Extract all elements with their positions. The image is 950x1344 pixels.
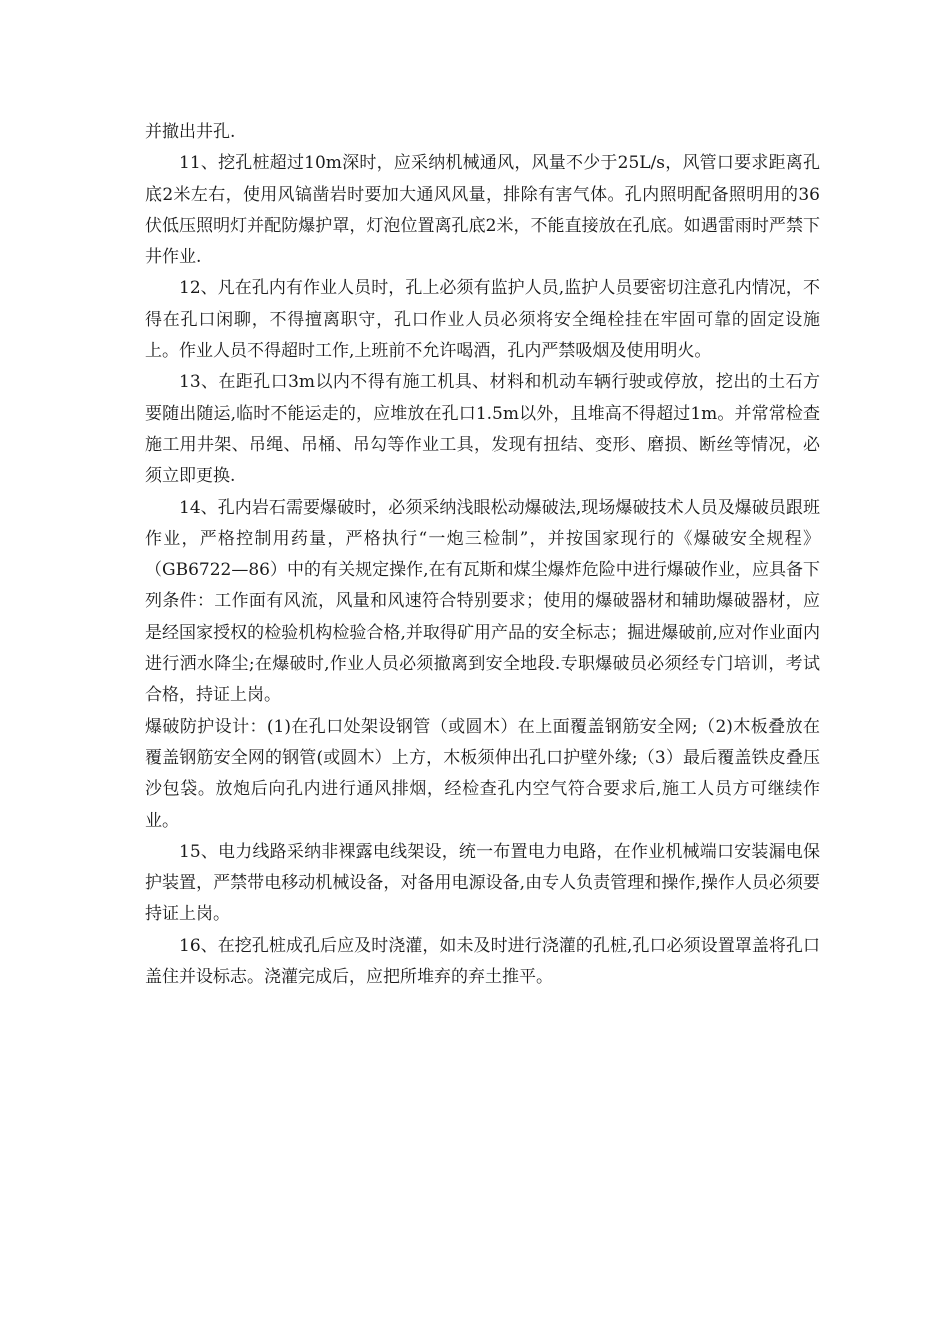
paragraph-item-13: 13、在距孔口3m以内不得有施工机具、材料和机动车辆行驶或停放，挖出的土石方要随出随运,临时不能运走的，应堆放在孔口1.5m以外，且堆高不得超过1m。并常常检查施工用井架、吊绳、吊桶、吊勾等作业工具，发现有扭结、变形、磨损、断丝等情况，必须立即更换.: [145, 372, 820, 487]
paragraph-blast-protection: 爆破防护设计：(1)在孔口处架设钢管（或圆木）在上面覆盖钢筋安全网;（2)木板叠放在覆盖钢筋安全网的钢管(或圆木）上方，木板须伸出孔口护壁外缘;（3）最后覆盖铁皮叠压沙包袋。放炮后向孔内进行通风排烟，经检查孔内空气符合要求后,施工人员方可继续作业。: [145, 716, 820, 831]
paragraph-continuation: 并撤出井孔.: [145, 122, 236, 142]
paragraph-item-16: 16、在挖孔桩成孔后应及时浇灌，如未及时进行浇灌的孔桩,孔口必须设置罩盖将孔口盖住并设标志。浇灌完成后，应把所堆弃的弃土推平。: [145, 935, 820, 988]
document-body: [145, 117, 820, 993]
paragraph-item-15: 15、电力线路采纳非裸露电线架设，统一布置电力电路，在作业机械端口安装漏电保护装置，严禁带电移动机械设备，对备用电源设备,由专人负责管理和操作,操作人员必须要持证上岗。: [145, 841, 820, 925]
paragraph-item-14: 14、孔内岩石需要爆破时，必须采纳浅眼松动爆破法,现场爆破技术人员及爆破员跟班作业，严格控制用药量，严格执行“一炮三检制”，并按国家现行的《爆破安全规程》（GB6722—86）中的有关规定操作,在有瓦斯和煤尘爆炸危险中进行爆破作业，应具备下列条件：工作面有风流，风量和风速符合特别要求；使用的爆破器材和辅助爆破器材，应是经国家授权的检验机构检验合格,并取得矿用产品的安全标志；掘进爆破前,应对作业面内进行洒水降尘;在爆破时,作业人员必须撤离到安全地段.专职爆破员必须经专门培训，考试合格，持证上岗。: [145, 497, 820, 706]
paragraph-item-12: 12、凡在孔内有作业人员时，孔上必须有监护人员,监护人员要密切注意孔内情况，不得在孔口闲聊，不得擅离职守，孔口作业人员必须将安全绳栓挂在牢固可靠的固定设施上。作业人员不得超时工作,上班前不允许喝酒，孔内严禁吸烟及使用明火。: [145, 278, 820, 362]
paragraph-item-11: 11、挖孔桩超过10m深时，应采纳机械通风，风量不少于25L/s，风管口要求距离孔底2米左右，使用风镐凿岩时要加大通风风量，排除有害气体。孔内照明配备照明用的36伏低压照明灯并配防爆护罩，灯泡位置离孔底2米，不能直接放在孔底。如遇雷雨时严禁下井作业.: [145, 153, 820, 268]
